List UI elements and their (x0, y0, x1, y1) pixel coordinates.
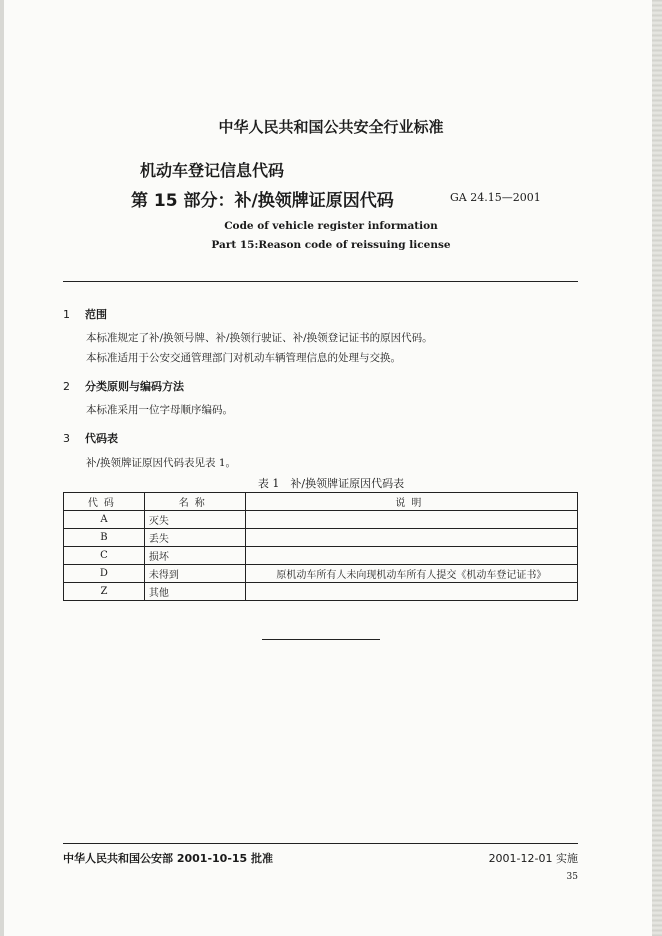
description-cell: 原机动车所有人未向现机动车所有人提交《机动车登记证书》 (245, 565, 577, 583)
section-heading-1 (63, 306, 107, 322)
section-number: 3 (63, 432, 70, 445)
title-en-part: Part 15:Reason code of reissuing license (211, 239, 451, 251)
code-cell: A (64, 511, 145, 529)
header-code: 代码 (64, 493, 145, 511)
standard-body: 中华人民共和国公共安全行业标准 (218, 118, 444, 136)
name-cell: 灭失 (144, 511, 245, 529)
header-rule (63, 281, 578, 282)
header-name: 名称 (144, 493, 245, 511)
table-caption: 表 1 补/换领牌证原因代码表 (257, 477, 405, 490)
name-cell: 未得到 (144, 565, 245, 583)
description-cell (245, 529, 577, 547)
reason-code-table (63, 492, 578, 601)
code-cell: D (64, 565, 145, 583)
code-cell: C (64, 547, 145, 565)
section-title: 代码表 (85, 432, 118, 445)
issued-by: 中华人民共和国公安部 2001-10-15 批准 (63, 852, 274, 865)
name-cell: 其他 (144, 583, 245, 601)
title-en-main: Code of vehicle register information (224, 220, 438, 232)
code-cell: B (64, 529, 145, 547)
section-title: 分类原则与编码方法 (85, 380, 184, 393)
section-title: 范围 (85, 308, 107, 321)
description-cell (245, 511, 577, 529)
name-cell: 损坏 (144, 547, 245, 565)
scan-edge-left (0, 0, 4, 936)
section-heading-2 (63, 378, 184, 394)
page-number: 35 (566, 872, 578, 882)
scan-edge-right (652, 0, 662, 936)
section-1-paragraph-1: 本标准规定了补/换领号牌、补/换领行驶证、补/换领登记证书的原因代码。 (86, 332, 433, 344)
header-description: 说明 (245, 493, 577, 511)
effective-date: 2001-12-01 实施 (488, 852, 578, 865)
title-part: 第 15 部分：补/换领牌证原因代码 (131, 191, 394, 211)
section-heading-3 (63, 430, 118, 446)
section-1-paragraph-2: 本标准适用于公安交通管理部门对机动车辆管理信息的处理与交换。 (86, 352, 401, 364)
table-row (64, 511, 578, 529)
section-3-paragraph-1: 补/换领牌证原因代码表见表 1。 (86, 457, 237, 469)
description-cell (245, 547, 577, 565)
table-row (64, 583, 578, 601)
name-cell: 丢失 (144, 529, 245, 547)
table-header-row (64, 493, 578, 511)
section-number: 1 (63, 308, 70, 321)
code-cell: Z (64, 583, 145, 601)
description-cell (245, 583, 577, 601)
section-2-paragraph-1: 本标准采用一位字母顺序编码。 (86, 404, 233, 416)
table-row (64, 547, 578, 565)
section-number: 2 (63, 380, 70, 393)
standard-code: GA 24.15—2001 (450, 191, 541, 204)
title-main: 机动车登记信息代码 (140, 161, 285, 180)
footer-rule (63, 843, 578, 844)
end-rule (262, 639, 380, 640)
table-row (64, 565, 578, 583)
table-row (64, 529, 578, 547)
